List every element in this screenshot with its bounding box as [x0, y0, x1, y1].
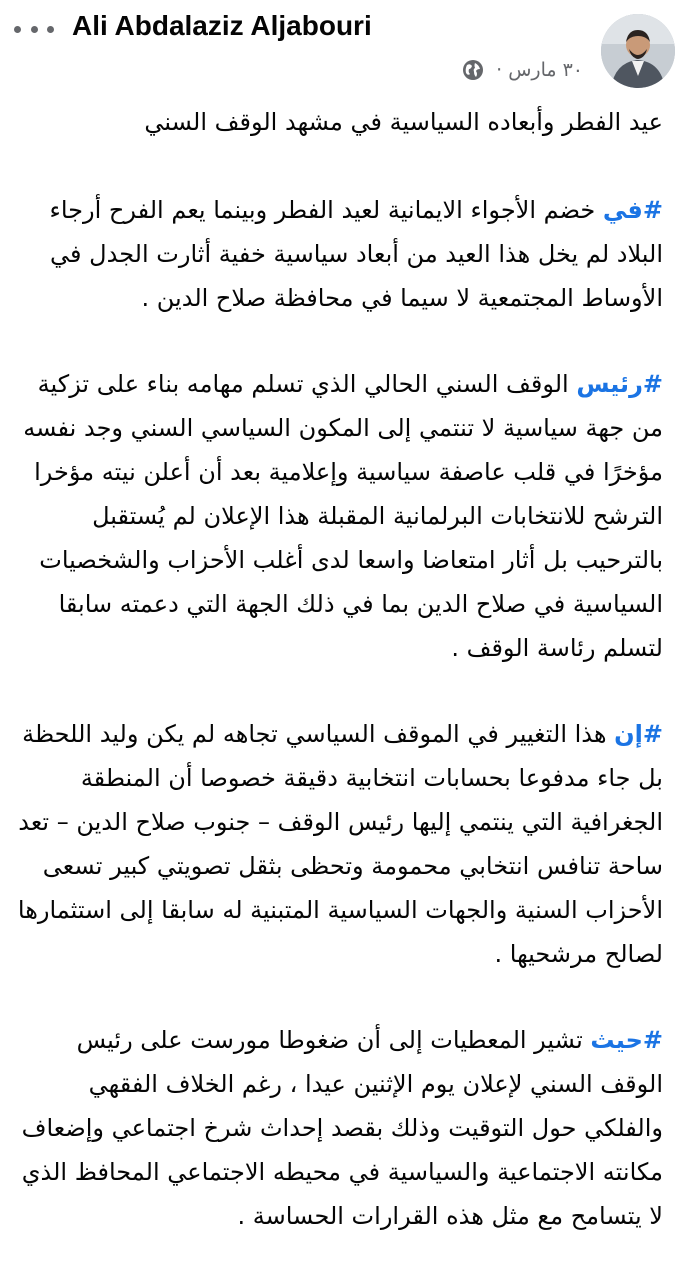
hashtag-link[interactable]: #إن: [614, 720, 663, 748]
post-date[interactable]: ٣٠ مارس: [508, 59, 583, 81]
paragraph-text: الوقف السني الحالي الذي تسلم مهامه بناء على تزكية من جهة سياسية لا تنتمي إلى المكون السياسي السني وجد نفسه مؤخرًا في قلب عاصفة سياسية وإعلامية بعد أن أعلن نيته مؤخرا الترشح للانتخابات البرلمانية المقبلة هذا الإعلان لم يُستقبل بالترحيب بل أثار امتعاضا واسعا لدى أغلب الأحزاب والشخصيات السياسية في صلاح الدين بما في ذلك الجهة التي دعمته سابقا لتسلم رئاسة الوقف .: [23, 370, 663, 662]
more-dots-icon: [14, 26, 21, 33]
post-title: عيد الفطر وأبعاده السياسية في مشهد الوقف السني: [144, 108, 663, 136]
author-name[interactable]: Ali Abdalaziz Aljabouri: [72, 10, 372, 41]
post-paragraph: [13, 188, 663, 320]
post-paragraph: [13, 362, 663, 670]
more-dots-icon: [31, 26, 38, 33]
post-paragraph: [13, 712, 663, 976]
hashtag-link[interactable]: #رئيس: [576, 370, 663, 398]
paragraph-text: تشير المعطيات إلى أن ضغوطا مورست على رئيس الوقف السني لإعلان يوم الإثنين عيدا ، رغم الخلاف الفقهي والفلكي حول التوقيت وذلك بقصد إحداث شرخ اجتماعي وإضعاف مكانته الاجتماعية والسياسية في محيطه الاجتماعي المحافظ الذي لا يتسامح مع مثل هذه القرارات الحساسة .: [21, 1026, 663, 1230]
more-dots-icon: [47, 26, 54, 33]
post-body: [13, 100, 663, 1280]
post-header: [0, 0, 693, 92]
hashtag-link[interactable]: #حيث: [590, 1026, 663, 1054]
post-meta: [462, 56, 583, 84]
paragraph-text: هذا التغيير في الموقف السياسي تجاهه لم يكن وليد اللحظة بل جاء مدفوعا بحسابات انتخابية دقيقة خصوصا أن المنطقة الجغرافية التي ينتمي إليها رئيس الوقف – جنوب صلاح الدين – تعد ساحة تنافس انتخابي محمومة وتحظى بثقل تصويتي كبير تسعى الأحزاب السنية والجهات السياسية المتبنية له سابقا إلى استثمارها لصالح مرشحيها .: [17, 720, 663, 968]
author-avatar[interactable]: [601, 14, 675, 88]
globe-icon[interactable]: [462, 59, 484, 81]
hashtag-link[interactable]: #في: [602, 196, 663, 224]
post-paragraph: [13, 1018, 663, 1238]
meta-separator: ·: [496, 59, 503, 81]
more-options-button[interactable]: [14, 17, 54, 41]
paragraph-text: خضم الأجواء الايمانية لعيد الفطر وبينما يعم الفرح أرجاء البلاد لم يخل هذا العيد من أبعاد سياسية خفية أثارت الجدل في الأوساط المجتمعية لا سيما في محافظة صلاح الدين .: [49, 196, 663, 312]
